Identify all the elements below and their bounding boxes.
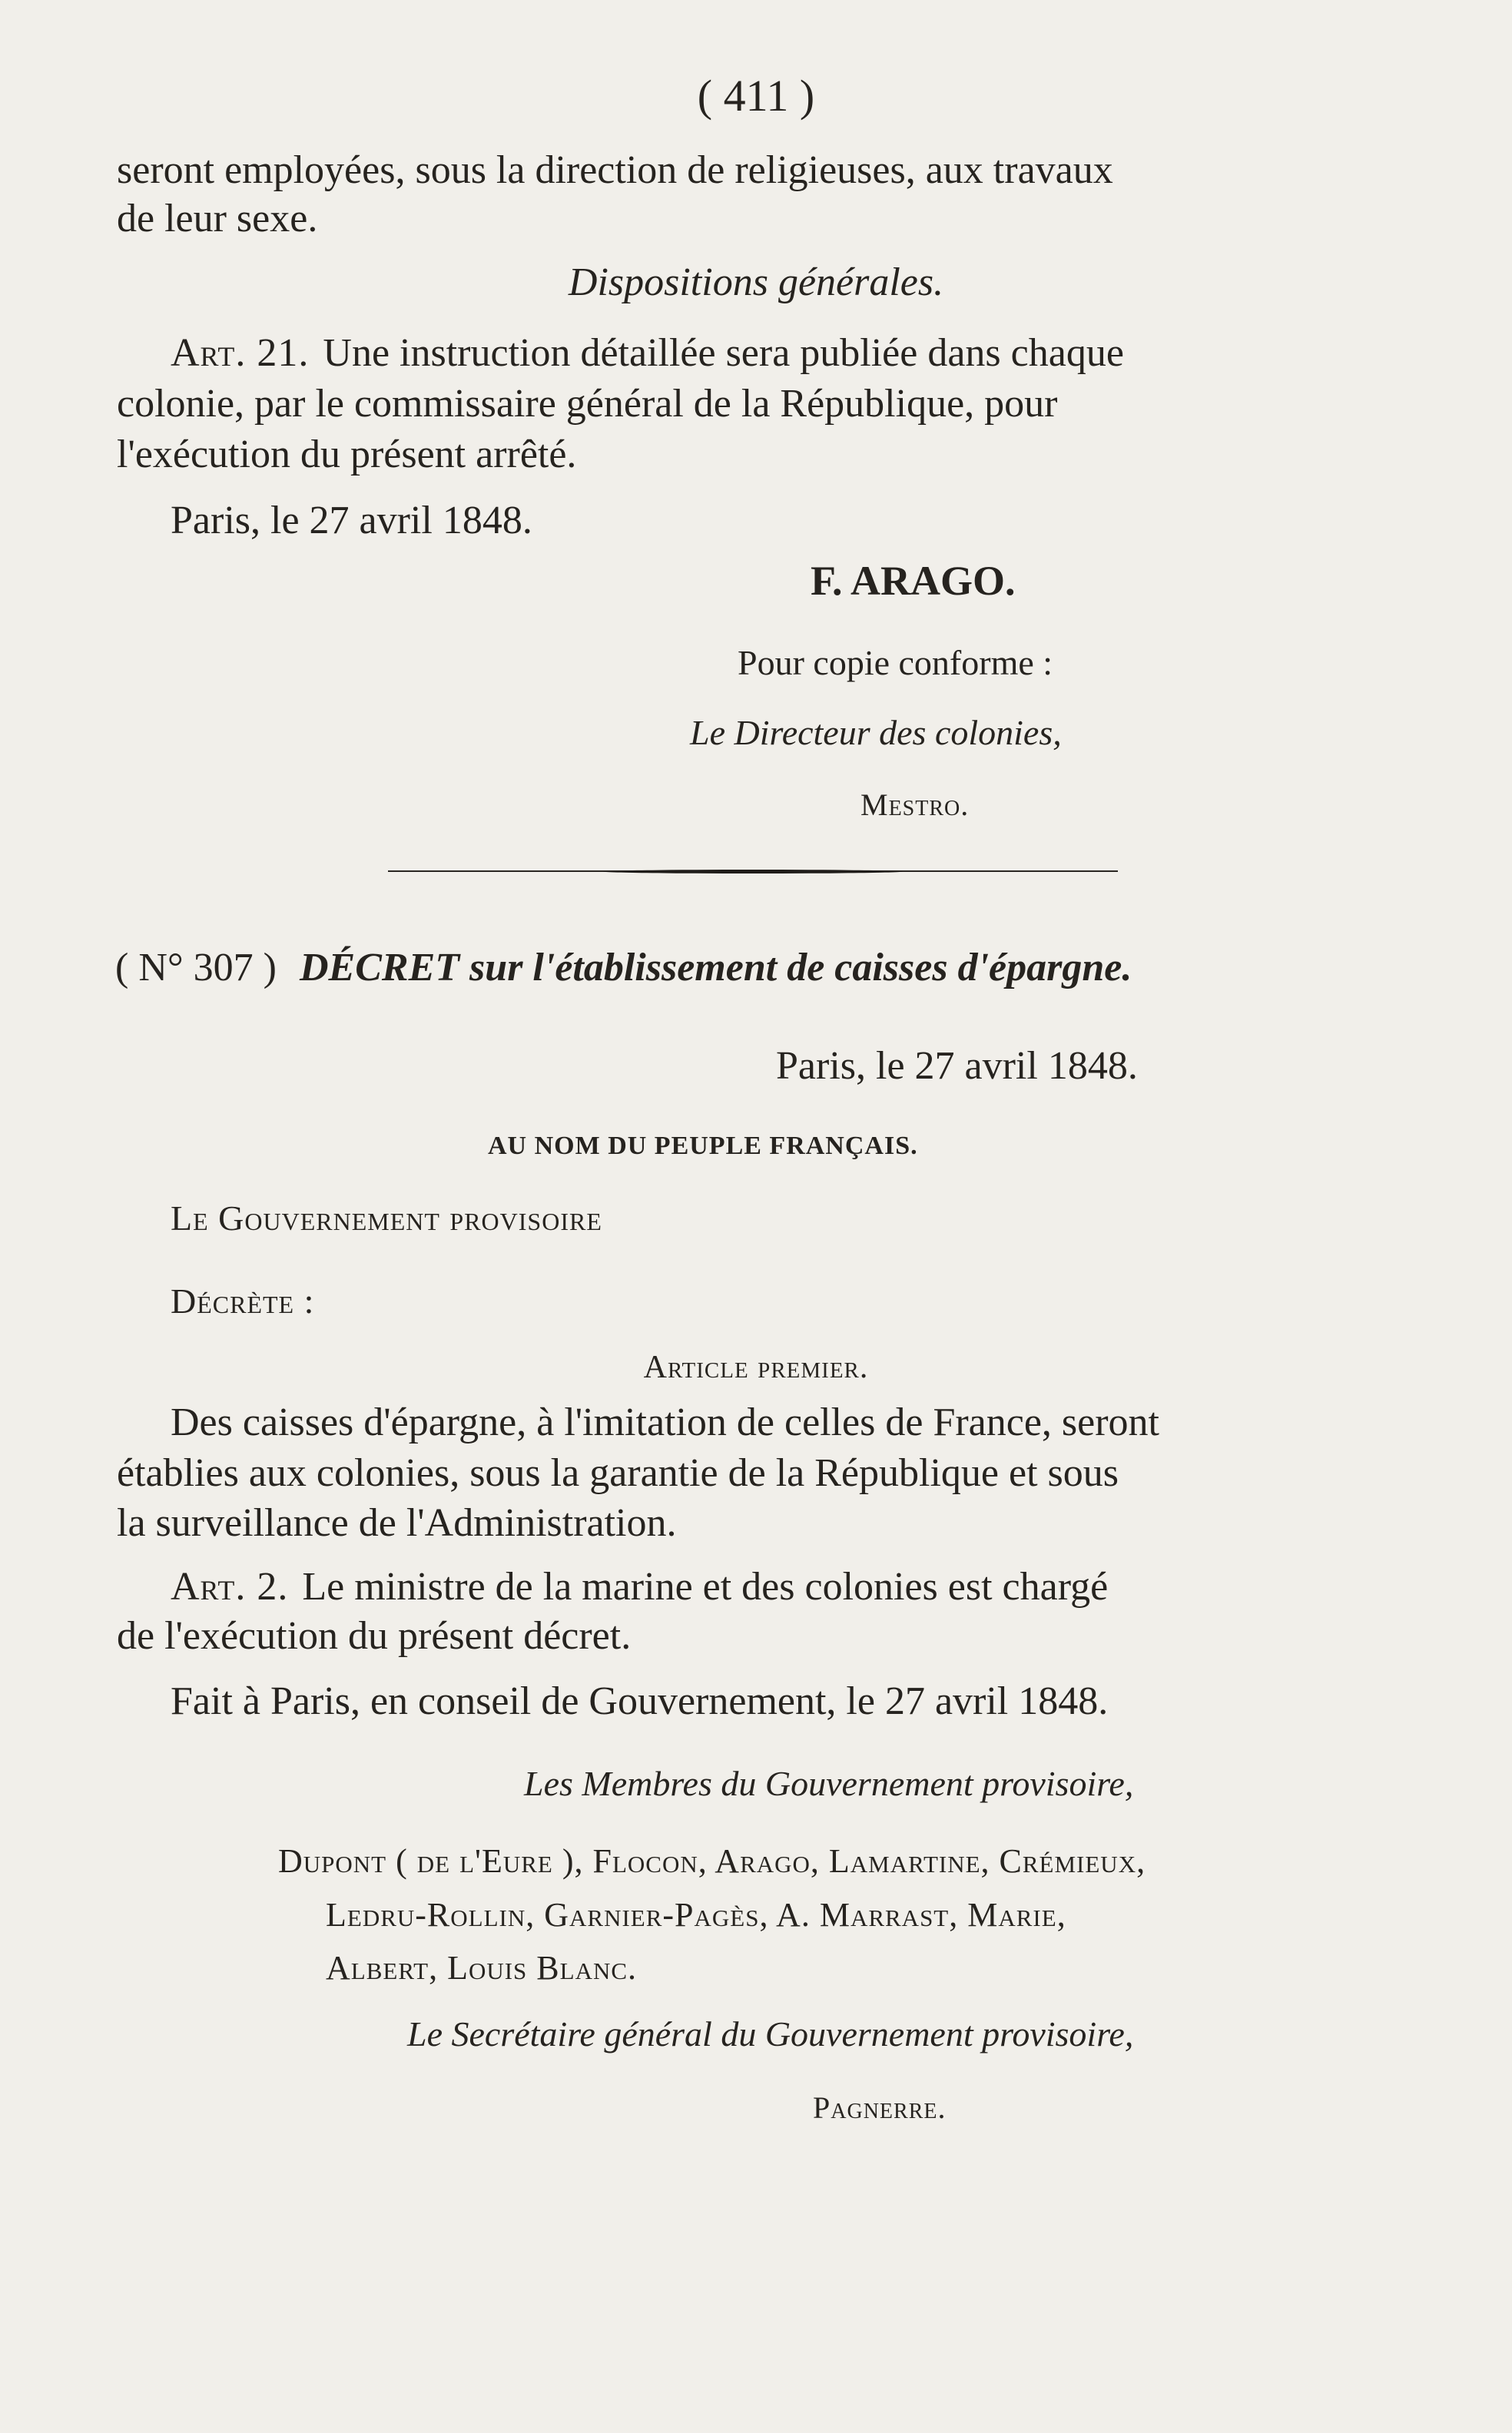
decree-title: DÉCRET sur l'établissement de caisses d'épargne.	[299, 946, 1132, 989]
signature: F. ARAGO.	[811, 558, 1016, 604]
article-text: Le ministre de la marine et des colonies est chargé	[302, 1565, 1109, 1609]
text-line: colonie, par le commissaire général de la République, pour	[117, 382, 1058, 426]
article-label: Art. 2.	[171, 1565, 289, 1609]
fait-line: Fait à Paris, en conseil de Gouvernement, le 27 avril 1848.	[171, 1679, 1109, 1723]
directeur-line: Le Directeur des colonies,	[690, 713, 1062, 752]
article-label: Art. 21.	[171, 331, 310, 375]
copie-line: Pour copie conforme :	[738, 643, 1053, 682]
decree-number: ( N° 307 )	[115, 946, 277, 989]
article-line	[171, 330, 1124, 376]
membres-line: Les Membres du Gouvernement provisoire,	[524, 1764, 1134, 1803]
signatures-line: Dupont ( de l'Eure ), Flocon, Arago, Lamartine, Crémieux,	[278, 1842, 1146, 1880]
decree-date: Paris, le 27 avril 1848.	[776, 1044, 1138, 1088]
text-line: l'exécution du présent arrêté.	[117, 433, 577, 476]
gouvernement-line: Le Gouvernement provisoire	[171, 1198, 602, 1238]
article-line	[171, 1564, 1108, 1610]
separator-rule	[388, 869, 1118, 875]
decrete-line: Décrète :	[171, 1281, 315, 1321]
text-line-content: seront employées, sous la direction de religieuses, aux travaux	[117, 148, 1113, 192]
mestro-signature: Mestro.	[860, 787, 970, 822]
text-line: la surveillance de l'Administration.	[117, 1501, 677, 1545]
text-line: de l'exécution du présent décret.	[117, 1614, 632, 1658]
date-line: Paris, le 27 avril 1848.	[171, 499, 532, 542]
section-heading: Dispositions générales.	[568, 260, 944, 304]
secretaire-line: Le Secrétaire général du Gouvernement provisoire,	[407, 2014, 1134, 2053]
article-premier-heading: Article premier.	[643, 1350, 869, 1385]
signatures-line: Ledru-Rollin, Garnier-Pagès, A. Marrast, Marie,	[326, 1896, 1066, 1934]
article-text: Une instruction détaillée sera publiée dans chaque	[323, 331, 1124, 375]
decree-title-line	[115, 945, 1414, 991]
text-line: établies aux colonies, sous la garantie de la République et sous	[117, 1451, 1119, 1495]
page-number: ( 411 )	[697, 71, 815, 121]
text-line: de leur sexe.	[117, 197, 318, 240]
pagnerre-signature: Pagnerre.	[813, 2090, 947, 2125]
text-line	[117, 148, 1408, 194]
au-nom-heading: AU NOM DU PEUPLE FRANÇAIS.	[488, 1132, 918, 1160]
signatures-line: Albert, Louis Blanc.	[326, 1949, 638, 1987]
text-line: Des caisses d'épargne, à l'imitation de celles de France, seront	[171, 1400, 1159, 1444]
